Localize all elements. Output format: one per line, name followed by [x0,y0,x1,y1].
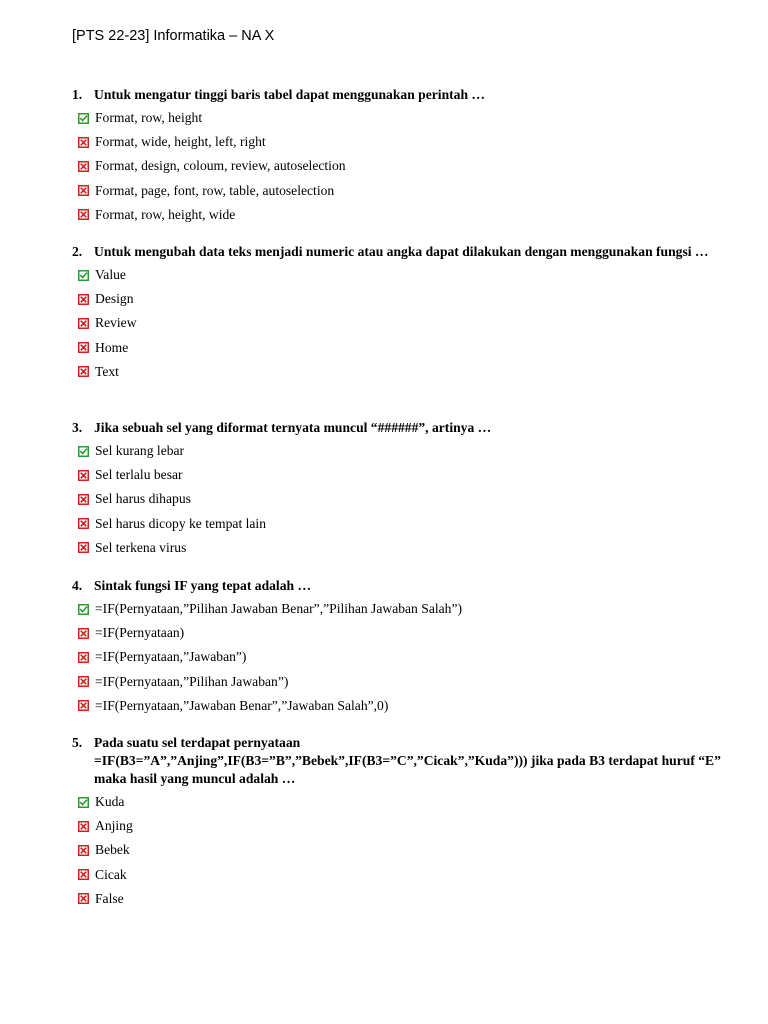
answer-option-label: Sel harus dicopy ke tempat lain [95,515,267,531]
checkbox-cross-icon [78,294,89,305]
question-stem [72,734,732,788]
checkbox-check-icon [78,270,89,281]
answer-option-label: Text [95,363,119,379]
checkbox-cross-icon [78,869,89,880]
checkbox-cross-icon [78,676,89,687]
checkbox-cross-icon [78,700,89,711]
answer-options [72,439,732,560]
question-text: Pada suatu sel terdapat pernyataan =IF(B3=”A”,”Anjing”,IF(B3=”B”,”Bebek”,IF(B3=”C”,”Cicak”,”Kuda”))) jika pada B3 terdapat huruf “E” maka hasil yang muncul adalah … [94,735,721,786]
answer-option-label: Bebek [95,842,130,858]
answer-option [72,621,732,645]
answer-option [72,439,732,463]
answer-option [72,887,732,911]
answer-option-label: Home [95,339,129,355]
checkbox-cross-icon [78,137,89,148]
answer-option-label: Anjing [95,818,133,834]
checkbox-cross-icon [78,821,89,832]
question-4 [72,577,732,718]
checkbox-cross-icon [78,652,89,663]
answer-option-label: Format, design, coloum, review, autoselection [95,158,346,174]
question-5 [72,734,732,911]
question-number: 3. [72,420,83,435]
checkbox-cross-icon [78,845,89,856]
answer-option [72,838,732,862]
answer-option [72,106,732,130]
question-stem [72,243,732,261]
question-number: 5. [72,735,83,750]
answer-option-label: Sel harus dihapus [95,491,191,507]
checkbox-cross-icon [78,893,89,904]
answer-option [72,463,732,487]
answer-option [72,287,732,311]
answer-option-label: Design [95,291,134,307]
question-stem [72,577,732,595]
answer-options [72,106,732,227]
answer-option [72,130,732,154]
checkbox-cross-icon [78,518,89,529]
checkbox-cross-icon [78,542,89,553]
answer-option-label: Sel kurang lebar [95,443,185,459]
question-stem [72,86,732,104]
question-3 [72,419,732,560]
answer-option-label: =IF(Pernyataan,”Pilihan Jawaban”) [95,673,289,689]
checkbox-cross-icon [78,628,89,639]
checkbox-check-icon [78,113,89,124]
answer-option-label: =IF(Pernyataan) [95,625,185,641]
answer-option-label: Kuda [95,794,125,810]
answer-option-label: Format, row, height, wide [95,206,236,222]
answer-option [72,311,732,335]
answer-option [72,487,732,511]
answer-option-label: =IF(Pernyataan,”Pilihan Jawaban Benar”,”Pilihan Jawaban Salah”) [95,601,463,617]
answer-option-label: Sel terkena virus [95,539,187,555]
question-text: Jika sebuah sel yang diformat ternyata muncul “######”, artinya … [94,420,492,435]
question-2 [72,243,732,384]
answer-option-label: Format, row, height [95,110,203,126]
answer-option [72,863,732,887]
checkbox-cross-icon [78,318,89,329]
answer-option-label: Review [95,315,137,331]
answer-option [72,694,732,718]
question-number: 2. [72,244,83,259]
answer-option-label: =IF(Pernyataan,”Jawaban”) [95,649,247,665]
question-text: Sintak fungsi IF yang tepat adalah … [94,578,312,593]
checkbox-cross-icon [78,342,89,353]
question-number: 4. [72,578,83,593]
answer-option-label: Format, page, font, row, table, autoselection [95,182,335,198]
checkbox-check-icon [78,446,89,457]
answer-option [72,154,732,178]
question-text: Untuk mengatur tinggi baris tabel dapat menggunakan perintah … [94,87,486,102]
answer-option-label: Sel terlalu besar [95,467,183,483]
answer-option-label: Cicak [95,866,127,882]
question-1 [72,86,732,227]
question-text: Untuk mengubah data teks menjadi numeric atau angka dapat dilakukan dengan menggunakan fungsi … [94,244,709,259]
checkbox-cross-icon [78,185,89,196]
answer-option-label: =IF(Pernyataan,”Jawaban Benar”,”Jawaban Salah”,0) [95,697,389,713]
answer-option-label: Format, wide, height, left, right [95,134,266,150]
question-number: 1. [72,87,83,102]
checkbox-cross-icon [78,494,89,505]
checkbox-cross-icon [78,470,89,481]
answer-options [72,790,732,911]
answer-option-label: Value [95,267,126,283]
answer-option [72,790,732,814]
checkbox-check-icon [78,797,89,808]
answer-option [72,360,732,384]
checkbox-cross-icon [78,209,89,220]
checkbox-cross-icon [78,161,89,172]
answer-option [72,512,732,536]
answer-options [72,597,732,718]
answer-option [72,263,732,287]
answer-option [72,179,732,203]
answer-options [72,263,732,384]
answer-option [72,670,732,694]
question-stem [72,419,732,437]
answer-option [72,336,732,360]
checkbox-check-icon [78,604,89,615]
page-title: [PTS 22-23] Informatika – NA X [72,28,275,44]
answer-option [72,536,732,560]
answer-option [72,597,732,621]
answer-option [72,645,732,669]
answer-option-label: False [95,890,124,906]
checkbox-cross-icon [78,366,89,377]
answer-option [72,203,732,227]
answer-option [72,814,732,838]
